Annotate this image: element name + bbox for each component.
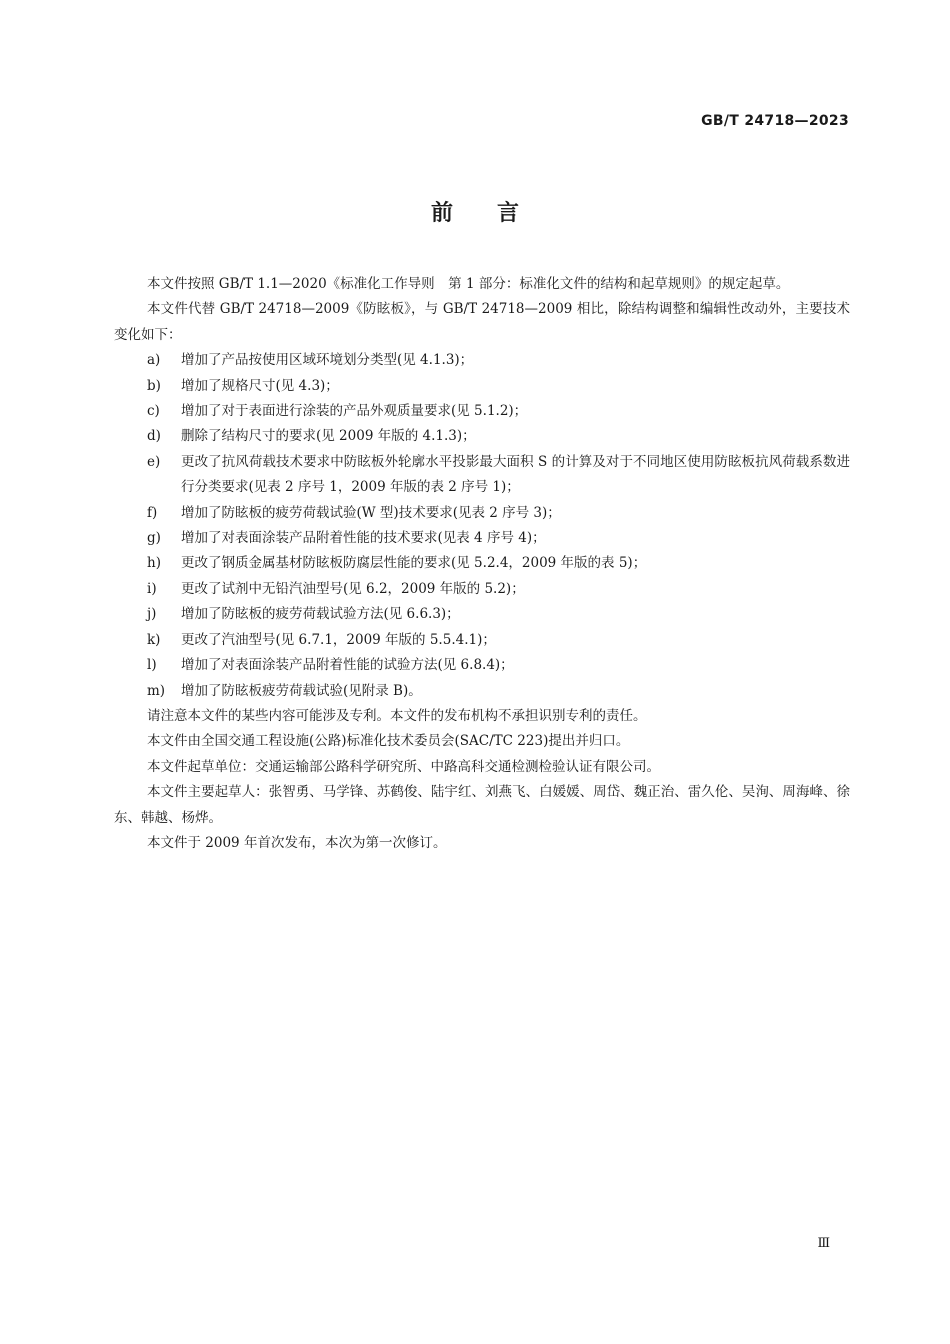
list-item (114, 628, 850, 653)
list-item (114, 399, 850, 424)
list-marker: a) (147, 352, 161, 369)
list-marker: j) (147, 606, 157, 623)
list-item-text: 更改了试剂中无铅汽油型号(见 6.2，2009 年版的 5.2)； (181, 580, 525, 597)
list-marker: k) (147, 631, 161, 648)
page-title: 前言 (430, 201, 563, 226)
list-marker: c) (147, 403, 160, 420)
list-marker: l) (147, 657, 157, 674)
paragraph: 本文件于 2009 年首次发布，本次为第一次修订。 (147, 834, 447, 851)
list-item-text: 增加了对表面涂装产品附着性能的技术要求(见表 4 序号 4)； (181, 530, 546, 547)
list-item (114, 551, 850, 576)
list-item-text: 增加了产品按使用区域环境划分类型(见 4.1.3)； (181, 352, 474, 369)
list-item-text: 增加了防眩板疲劳荷载试验(见附录 B)。 (181, 682, 422, 699)
list-marker: d) (147, 428, 161, 445)
list-item (114, 450, 850, 501)
changes-list (114, 348, 850, 704)
list-item (114, 679, 850, 704)
list-item-text: 更改了抗风荷载技术要求中防眩板外轮廓水平投影最大面积 S 的计算及对于不同地区使用防眩板抗风荷载系数进行分类要求(见表 2 序号 1，2009 年版的表 2 序号 1)； (181, 453, 850, 496)
list-marker: i) (147, 580, 157, 597)
list-marker: b) (147, 377, 161, 394)
list-item-text: 增加了对于表面进行涂装的产品外观质量要求(见 5.1.2)； (181, 403, 528, 420)
list-item (114, 577, 850, 602)
list-item-text: 更改了汽油型号(见 6.7.1，2009 年版的 5.5.4.1)； (181, 631, 496, 648)
list-item-text: 增加了防眩板的疲劳荷载试验方法(见 6.6.3)； (181, 606, 460, 623)
paragraph: 本文件起草单位：交通运输部公路科学研究所、中路高科交通检测检验认证有限公司。 (147, 758, 660, 775)
list-marker: e) (147, 453, 161, 470)
foreword-body (114, 272, 850, 856)
list-item (114, 526, 850, 551)
paragraph: 请注意本文件的某些内容可能涉及专利。本文件的发布机构不承担识别专利的责任。 (147, 707, 647, 724)
list-item (114, 653, 850, 678)
list-item (114, 501, 850, 526)
list-marker: m) (147, 682, 166, 699)
list-item (114, 602, 850, 627)
list-item-text: 增加了对表面涂装产品附着性能的试验方法(见 6.8.4)； (181, 657, 514, 674)
list-marker: f) (147, 504, 158, 521)
paragraph: 本文件代替 GB/T 24718—2009《防眩板》，与 GB/T 24718—2009 相比，除结构调整和编辑性改动外，主要技术变化如下： (114, 301, 850, 343)
list-item-text: 增加了规格尺寸(见 4.3)； (181, 377, 339, 394)
list-item-text: 更改了钢质金属基材防眩板防腐层性能的要求(见 5.2.4，2009 年版的表 5)； (181, 555, 647, 572)
list-marker: h) (147, 555, 161, 572)
standard-number: GB/T 24718—2023 (701, 113, 849, 129)
list-item (114, 374, 850, 399)
list-item-text: 增加了防眩板的疲劳荷载试验(W 型)技术要求(见表 2 序号 3)； (181, 504, 561, 521)
list-item (114, 424, 850, 449)
paragraph: 本文件主要起草人：张智勇、马学锋、苏鹤俊、陆宇红、刘燕飞、白媛媛、周岱、魏正治、雷久伦、吴洵、周海峰、徐东、韩越、杨烨。 (114, 784, 850, 826)
page-number: Ⅲ (817, 1236, 830, 1251)
list-item (114, 348, 850, 373)
list-marker: g) (147, 530, 161, 547)
paragraph: 本文件由全国交通工程设施(公路)标准化技术委员会(SAC/TC 223)提出并归口。 (147, 733, 630, 750)
list-item-text: 删除了结构尺寸的要求(见 2009 年版的 4.1.3)； (181, 428, 476, 445)
paragraph: 本文件按照 GB/T 1.1—2020《标准化工作导则 第 1 部分：标准化文件的结构和起草规则》的规定起草。 (147, 276, 790, 292)
